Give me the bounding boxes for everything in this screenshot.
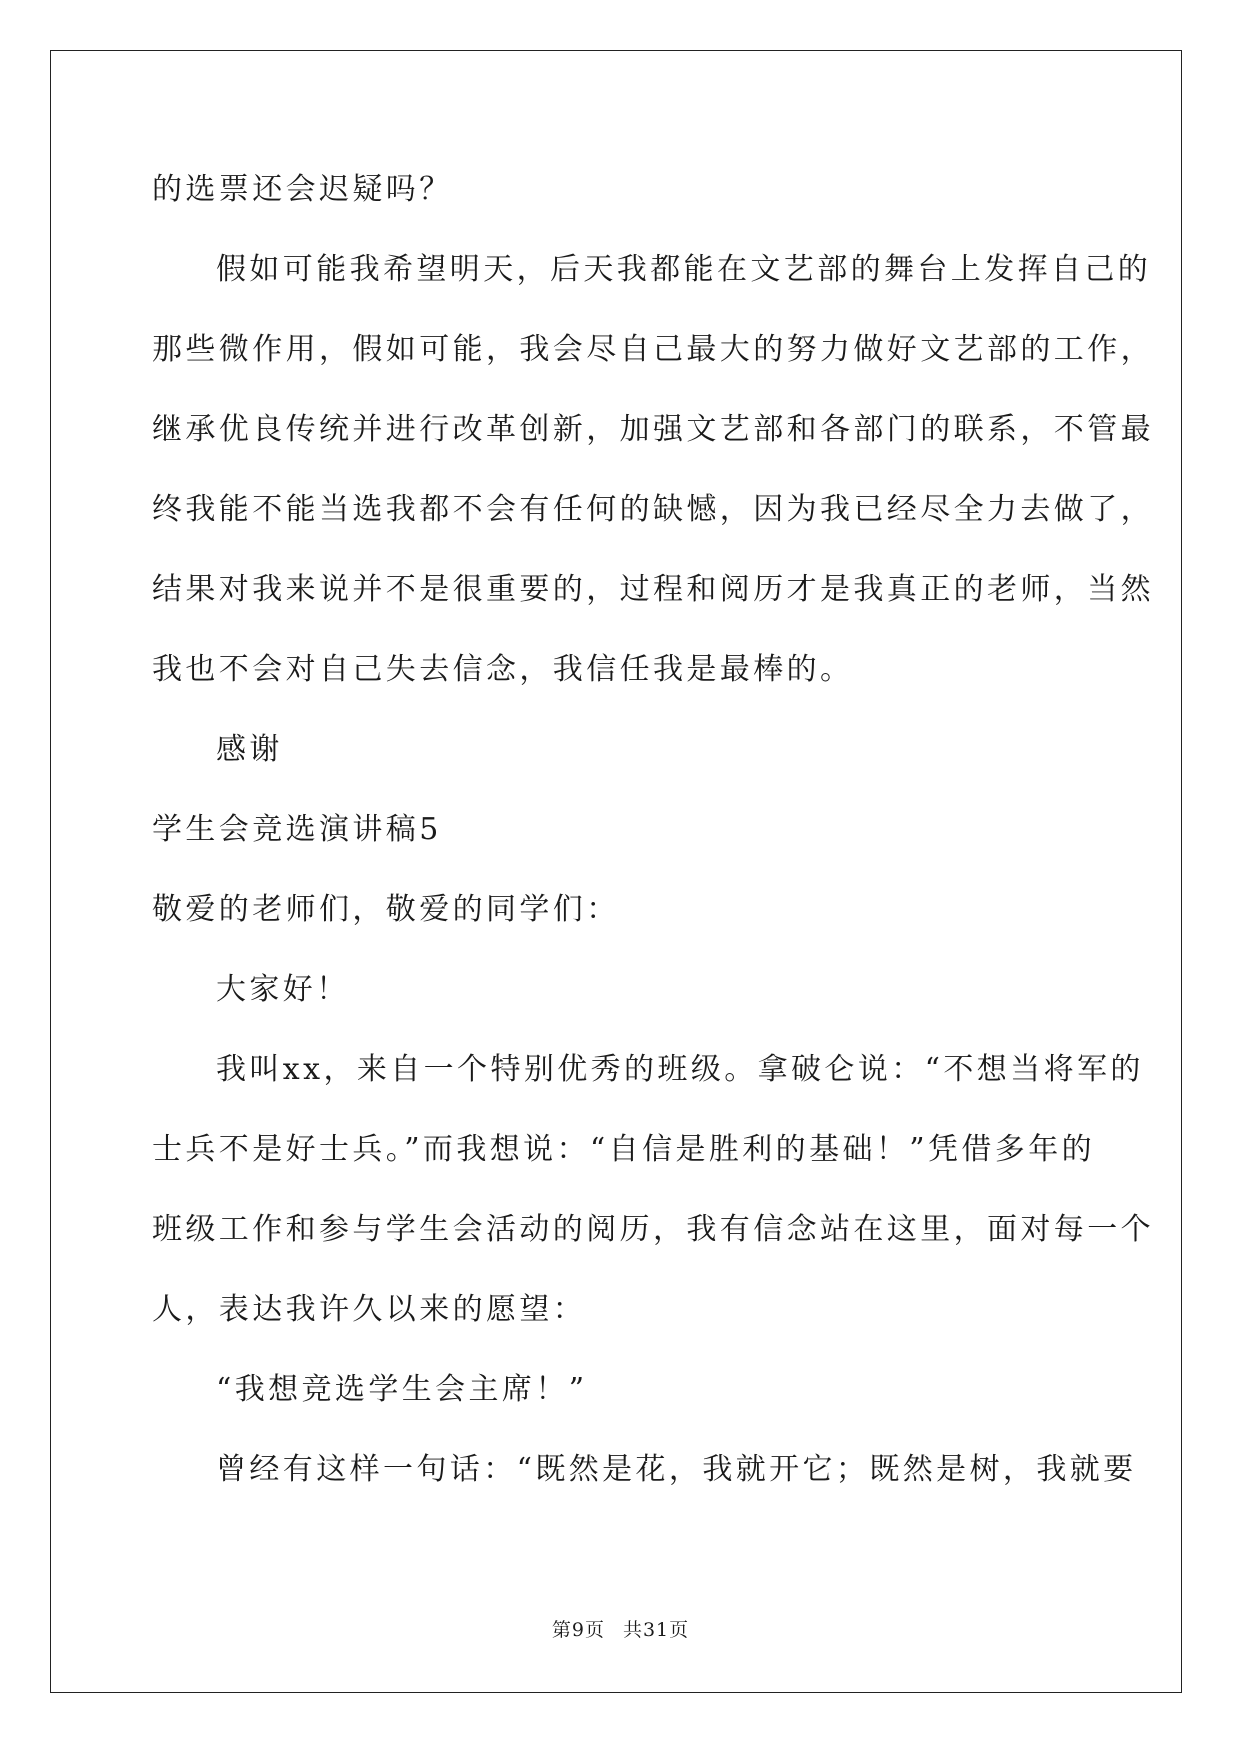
paragraph-line: 曾经有这样一句话：“既然是花，我就开它；既然是树，我就要 [216,1452,1137,1487]
page-footer [0,1618,1241,1642]
text-line: 的选票还会迟疑吗？ [152,172,453,207]
page-total: 共31页 [622,1619,690,1641]
quote-line: “我想竞选学生会主席！” [216,1372,588,1407]
text-line: 班级工作和参与学生会活动的阅历，我有信念站在这里，面对每一个 [152,1212,1154,1247]
text-line: 士兵不是好士兵。”而我想说：“自信是胜利的基础！”凭借多年的 [152,1132,1096,1167]
paragraph-line: 我叫xx，来自一个特别优秀的班级。拿破仑说：“不想当将军的 [216,1052,1144,1087]
greeting: 大家好！ [216,972,350,1007]
closing-thanks: 感谢 [216,732,283,767]
text-line: 人，表达我许久以来的愿望： [152,1292,587,1327]
text-line: 继承优良传统并进行改革创新，加强文艺部和各部门的联系，不管最 [152,412,1154,447]
paragraph-line: 假如可能我希望明天，后天我都能在文艺部的舞台上发挥自己的 [216,252,1152,287]
text-line: 终我能不能当选我都不会有任何的缺憾，因为我已经尽全力去做了， [152,492,1154,527]
salutation: 敬爱的老师们，敬爱的同学们： [152,892,620,927]
page-number: 第9页 [551,1619,605,1641]
text-line: 那些微作用，假如可能，我会尽自己最大的努力做好文艺部的工作， [152,332,1154,367]
document-body [152,165,1154,1525]
section-title: 学生会竞选演讲稿5 [152,812,442,847]
text-line: 我也不会对自己失去信念，我信任我是最棒的。 [152,652,854,687]
text-line: 结果对我来说并不是很重要的，过程和阅历才是我真正的老师，当然 [152,572,1154,607]
